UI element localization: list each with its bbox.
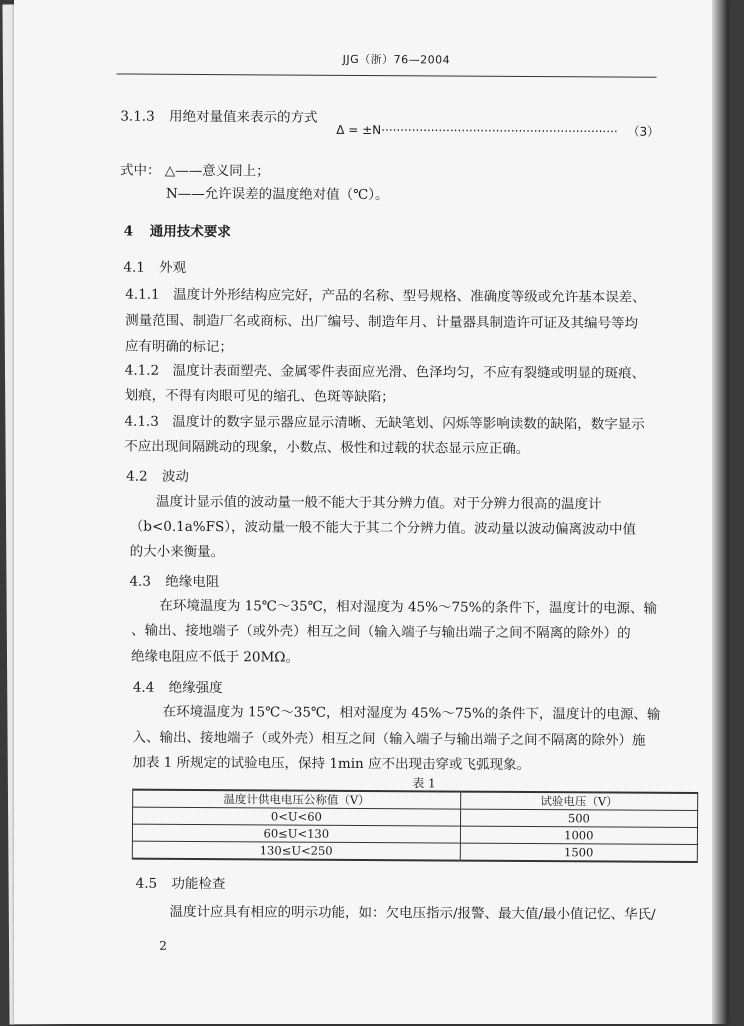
where-item-2: N——允许误差的温度绝对值（℃）。 <box>165 185 389 204</box>
para-4-3-line-3: 绝缘电阻应不低于 20MΩ。 <box>130 648 300 666</box>
section-number: 3.1.3 <box>120 108 155 125</box>
section-4-1-heading <box>123 259 186 277</box>
para-4-1-2-line-1: 4.1.2 温度计表面塑壳、金属零件表面应光滑、色泽均匀，不应有裂缝或明显的斑痕、 <box>124 362 646 382</box>
header-rule <box>117 73 657 77</box>
para-4-4-line-2: 入、输出、接地端子（或外壳）相互之间（输入端子与输出端子之间不隔离的除外）施 <box>132 729 646 749</box>
para-4-4-line-1: 在环境温度为 15℃～35℃，相对湿度为 45%～75%的条件下，温度计的电源、输 <box>162 703 661 723</box>
para-4-1-1-line-1: 4.1.1 温度计外形结构应完好，产品的名称、型号规格、准确度等级或允许基本误差、 <box>125 286 646 306</box>
running-header: JJG（浙）76—2004 <box>342 52 451 67</box>
section-4-4-heading <box>133 679 223 698</box>
section-title: 功能检查 <box>171 875 226 893</box>
para-4-1-1-line-2: 测量范围、制造厂名或商标、出厂编号、制造年月、计量器具制造许可证及其编号等均 <box>125 312 639 332</box>
page-content <box>11 0 731 1026</box>
para-4-2-line-1: 温度计显示值的波动量一般不能大于其分辨力值。对于分辨力很高的温度计 <box>155 493 602 513</box>
para-4-2-line-2: （b<0.1a%FS），波动量一般不能大于其二个分辨力值。波动量以波动偏离波动中值 <box>129 518 637 538</box>
where-item-1: △——意义同上； <box>164 162 270 180</box>
section-title: 用绝对量值来表示的方式 <box>168 108 318 126</box>
section-title: 波动 <box>161 468 189 485</box>
section-title: 通用技术要求 <box>149 223 231 241</box>
table-caption: 表 1 <box>412 776 436 791</box>
section-4-2-heading <box>126 468 189 486</box>
para-4-1-1-line-3: 应有明确的标记； <box>124 338 233 356</box>
section-number: 4.4 <box>132 679 155 696</box>
formula-3 <box>336 121 659 141</box>
table-cell: 130≤U<250 <box>132 841 460 861</box>
section-number: 4.1 <box>123 259 145 276</box>
section-number: 4.3 <box>129 573 152 590</box>
section-title: 外观 <box>159 259 187 276</box>
where-line-1 <box>120 162 270 181</box>
document-page <box>14 0 728 1024</box>
para-4-1-2-line-2: 划痕，不得有肉眼可见的缩孔、色斑等缺陷； <box>124 387 395 406</box>
para-4-3-line-2: 、输出、接地端子（或外壳）相互之间（输入端子与输出端子之间不隔离的除外）的 <box>131 622 631 642</box>
section-4-5-heading <box>136 875 226 894</box>
section-title: 绝缘强度 <box>168 679 223 697</box>
section-number: 4.5 <box>135 875 158 892</box>
section-4-heading <box>124 223 231 242</box>
table-cell: 500 <box>460 809 697 827</box>
formula-expression: Δ = ±N······························································ <box>336 122 618 139</box>
formula-number: （3） <box>627 124 660 139</box>
table-header-cell: 温度计供电电压公称值（V） <box>133 790 461 810</box>
table-1 <box>132 789 698 863</box>
para-4-5-line-1: 温度计应具有相应的明示功能，如：欠电压指示/报警、最大值/最小值记忆、华氏/ <box>169 903 656 923</box>
page-number: 2 <box>159 938 167 953</box>
table-cell: 1500 <box>460 843 697 862</box>
section-title: 绝缘电阻 <box>165 573 220 591</box>
where-label: 式中： <box>119 162 161 179</box>
section-number: 4.2 <box>126 468 148 485</box>
para-4-1-3-line-1: 4.1.3 温度计的数字显示器应显示清晰、无缺笔划、闪烁等影响读数的缺陷，数字显示 <box>124 413 645 433</box>
section-4-3-heading <box>129 573 219 592</box>
para-4-1-3-line-2: 不应出现间隔跳动的现象，小数点、极性和过载的状态显示应正确。 <box>124 438 530 458</box>
table-cell: 0<U<60 <box>133 807 461 826</box>
para-4-2-line-3: 的大小来衡量。 <box>129 543 225 561</box>
para-4-3-line-1: 在环境温度为 15℃～35℃，相对湿度为 45%～75%的条件下，温度计的电源、输 <box>159 597 658 617</box>
table-cell: 1000 <box>460 826 697 844</box>
table-row <box>132 841 697 862</box>
section-number: 4 <box>123 223 134 240</box>
section-3-1-3-heading <box>120 108 317 127</box>
table-header-cell: 试验电压（V） <box>460 792 697 811</box>
table-cell: 60≤U<130 <box>132 824 460 843</box>
para-4-4-line-3: 加表 1 所规定的试验电压，保持 1min 应不出现击穿或飞弧现象。 <box>132 754 531 774</box>
